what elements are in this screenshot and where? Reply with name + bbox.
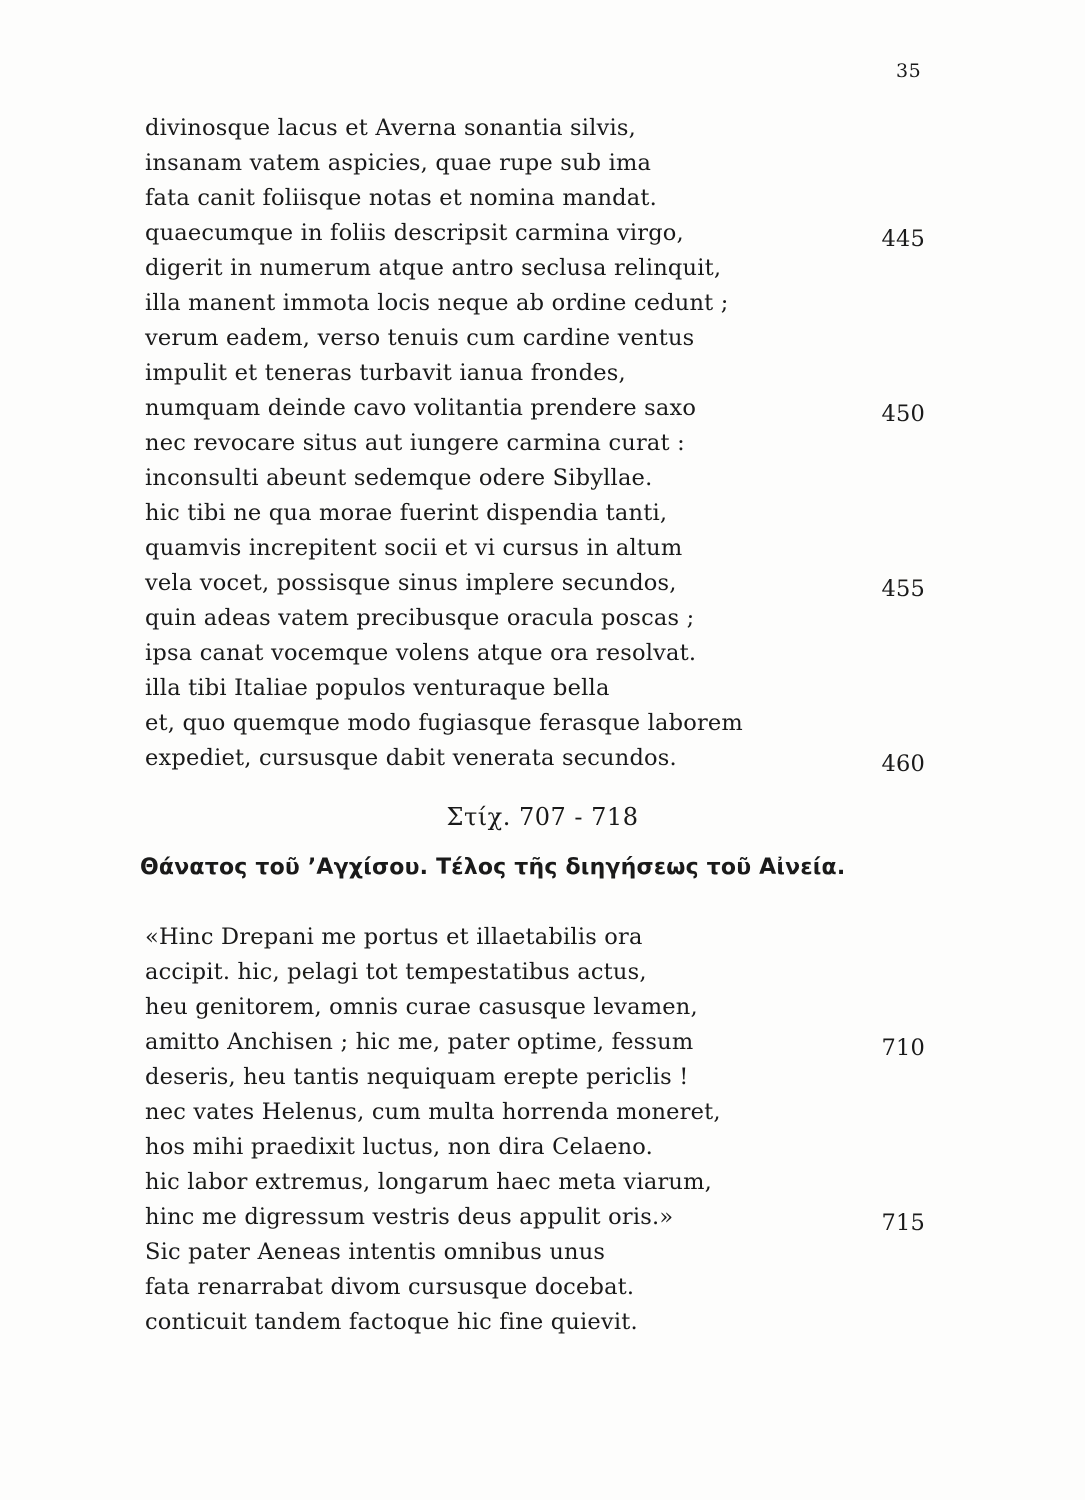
verse-text: divinosque lacus et Averna sonantia silvis,: [145, 115, 636, 141]
verse-line: [145, 286, 925, 321]
verse-line: [145, 601, 925, 636]
verse-line: [145, 1270, 925, 1305]
verse-line: [145, 671, 925, 706]
verse-text: numquam deinde cavo volitantia prendere saxo: [145, 395, 697, 421]
verse-text: deseris, heu tantis nequiquam erepte periclis !: [145, 1064, 689, 1090]
verse-text: verum eadem, verso tenuis cum cardine ventus: [145, 325, 695, 351]
line-number: 460: [881, 751, 925, 777]
verse-text: accipit. hic, pelagi tot tempestatibus actus,: [145, 959, 647, 985]
verse-line: [145, 391, 925, 426]
verse-text: hos mihi praedixit luctus, non dira Celaeno.: [145, 1134, 653, 1160]
verse-line: [145, 1025, 925, 1060]
verse-text: conticuit tandem factoque hic fine quievit.: [145, 1309, 638, 1335]
verse-text: vela vocet, possisque sinus implere secundos,: [145, 570, 677, 596]
verse-line: [145, 111, 925, 146]
verse-line: [145, 566, 925, 601]
verse-text: hic tibi ne qua morae fuerint dispendia tanti,: [145, 500, 668, 526]
section-subheading: Θάνατος τοῦ ’Αγχίσου. Τέλος τῆς διηγήσεως τοῦ Αἰνεία.: [140, 855, 846, 880]
verse-text: «Hinc Drepani me portus et illaetabilis ora: [145, 924, 643, 950]
verse-line: [145, 920, 925, 955]
verse-text: fata renarrabat divom cursusque docebat.: [145, 1274, 635, 1300]
verse-line: [145, 1235, 925, 1270]
line-number: 715: [881, 1210, 925, 1236]
verse-line: [145, 1095, 925, 1130]
line-number: 450: [881, 401, 925, 427]
verse-text: nec revocare situs aut iungere carmina curat :: [145, 430, 685, 456]
verse-text: illa manent immota locis neque ab ordine cedunt ;: [145, 290, 729, 316]
verse-line: [145, 426, 925, 461]
verse-line: [145, 321, 925, 356]
verse-text: quin adeas vatem precibusque oracula poscas ;: [145, 605, 695, 631]
verse-line: [145, 1060, 925, 1095]
verse-text: insanam vatem aspicies, quae rupe sub ima: [145, 150, 652, 176]
verse-block-anchises-death: [145, 920, 925, 1340]
verse-text: expediet, cursusque dabit venerata secundos.: [145, 745, 677, 771]
verse-line: [145, 1200, 925, 1235]
verse-line: [145, 181, 925, 216]
line-number: 710: [881, 1035, 925, 1061]
verse-text: digerit in numerum atque antro seclusa relinquit,: [145, 255, 722, 281]
verse-line: [145, 1130, 925, 1165]
verse-block-aeneid-book-3: [145, 111, 925, 776]
section-heading: Στίχ. 707 - 718: [446, 803, 639, 831]
verse-line: [145, 636, 925, 671]
verse-line: [145, 251, 925, 286]
verse-line: [145, 706, 925, 741]
verse-text: inconsulti abeunt sedemque odere Sibyllae.: [145, 465, 653, 491]
verse-text: Sic pater Aeneas intentis omnibus unus: [145, 1239, 606, 1265]
verse-text: fata canit foliisque notas et nomina mandat.: [145, 185, 657, 211]
verse-text: ipsa canat vocemque volens atque ora resolvat.: [145, 640, 697, 666]
verse-text: impulit et teneras turbavit ianua frondes,: [145, 360, 626, 386]
verse-line: [145, 356, 925, 391]
verse-line: [145, 990, 925, 1025]
verse-line: [145, 461, 925, 496]
verse-text: hinc me digressum vestris deus appulit oris.»: [145, 1204, 674, 1230]
line-number: 445: [881, 226, 925, 252]
verse-text: et, quo quemque modo fugiasque ferasque laborem: [145, 710, 743, 736]
verse-text: heu genitorem, omnis curae casusque levamen,: [145, 994, 698, 1020]
verse-text: amitto Anchisen ; hic me, pater optime, fessum: [145, 1029, 694, 1055]
verse-text: illa tibi Italiae populos venturaque bella: [145, 675, 610, 701]
verse-text: hic labor extremus, longarum haec meta viarum,: [145, 1169, 712, 1195]
verse-line: [145, 1165, 925, 1200]
verse-text: nec vates Helenus, cum multa horrenda moneret,: [145, 1099, 721, 1125]
verse-text: quamvis increpitent socii et vi cursus in altum: [145, 535, 683, 561]
verse-line: [145, 955, 925, 990]
page-number: 35: [896, 60, 922, 82]
verse-line: [145, 216, 925, 251]
line-number: 455: [881, 576, 925, 602]
verse-text: quaecumque in foliis descripsit carmina virgo,: [145, 220, 684, 246]
verse-line: [145, 496, 925, 531]
verse-line: [145, 741, 925, 776]
verse-line: [145, 1305, 925, 1340]
verse-line: [145, 531, 925, 566]
verse-line: [145, 146, 925, 181]
